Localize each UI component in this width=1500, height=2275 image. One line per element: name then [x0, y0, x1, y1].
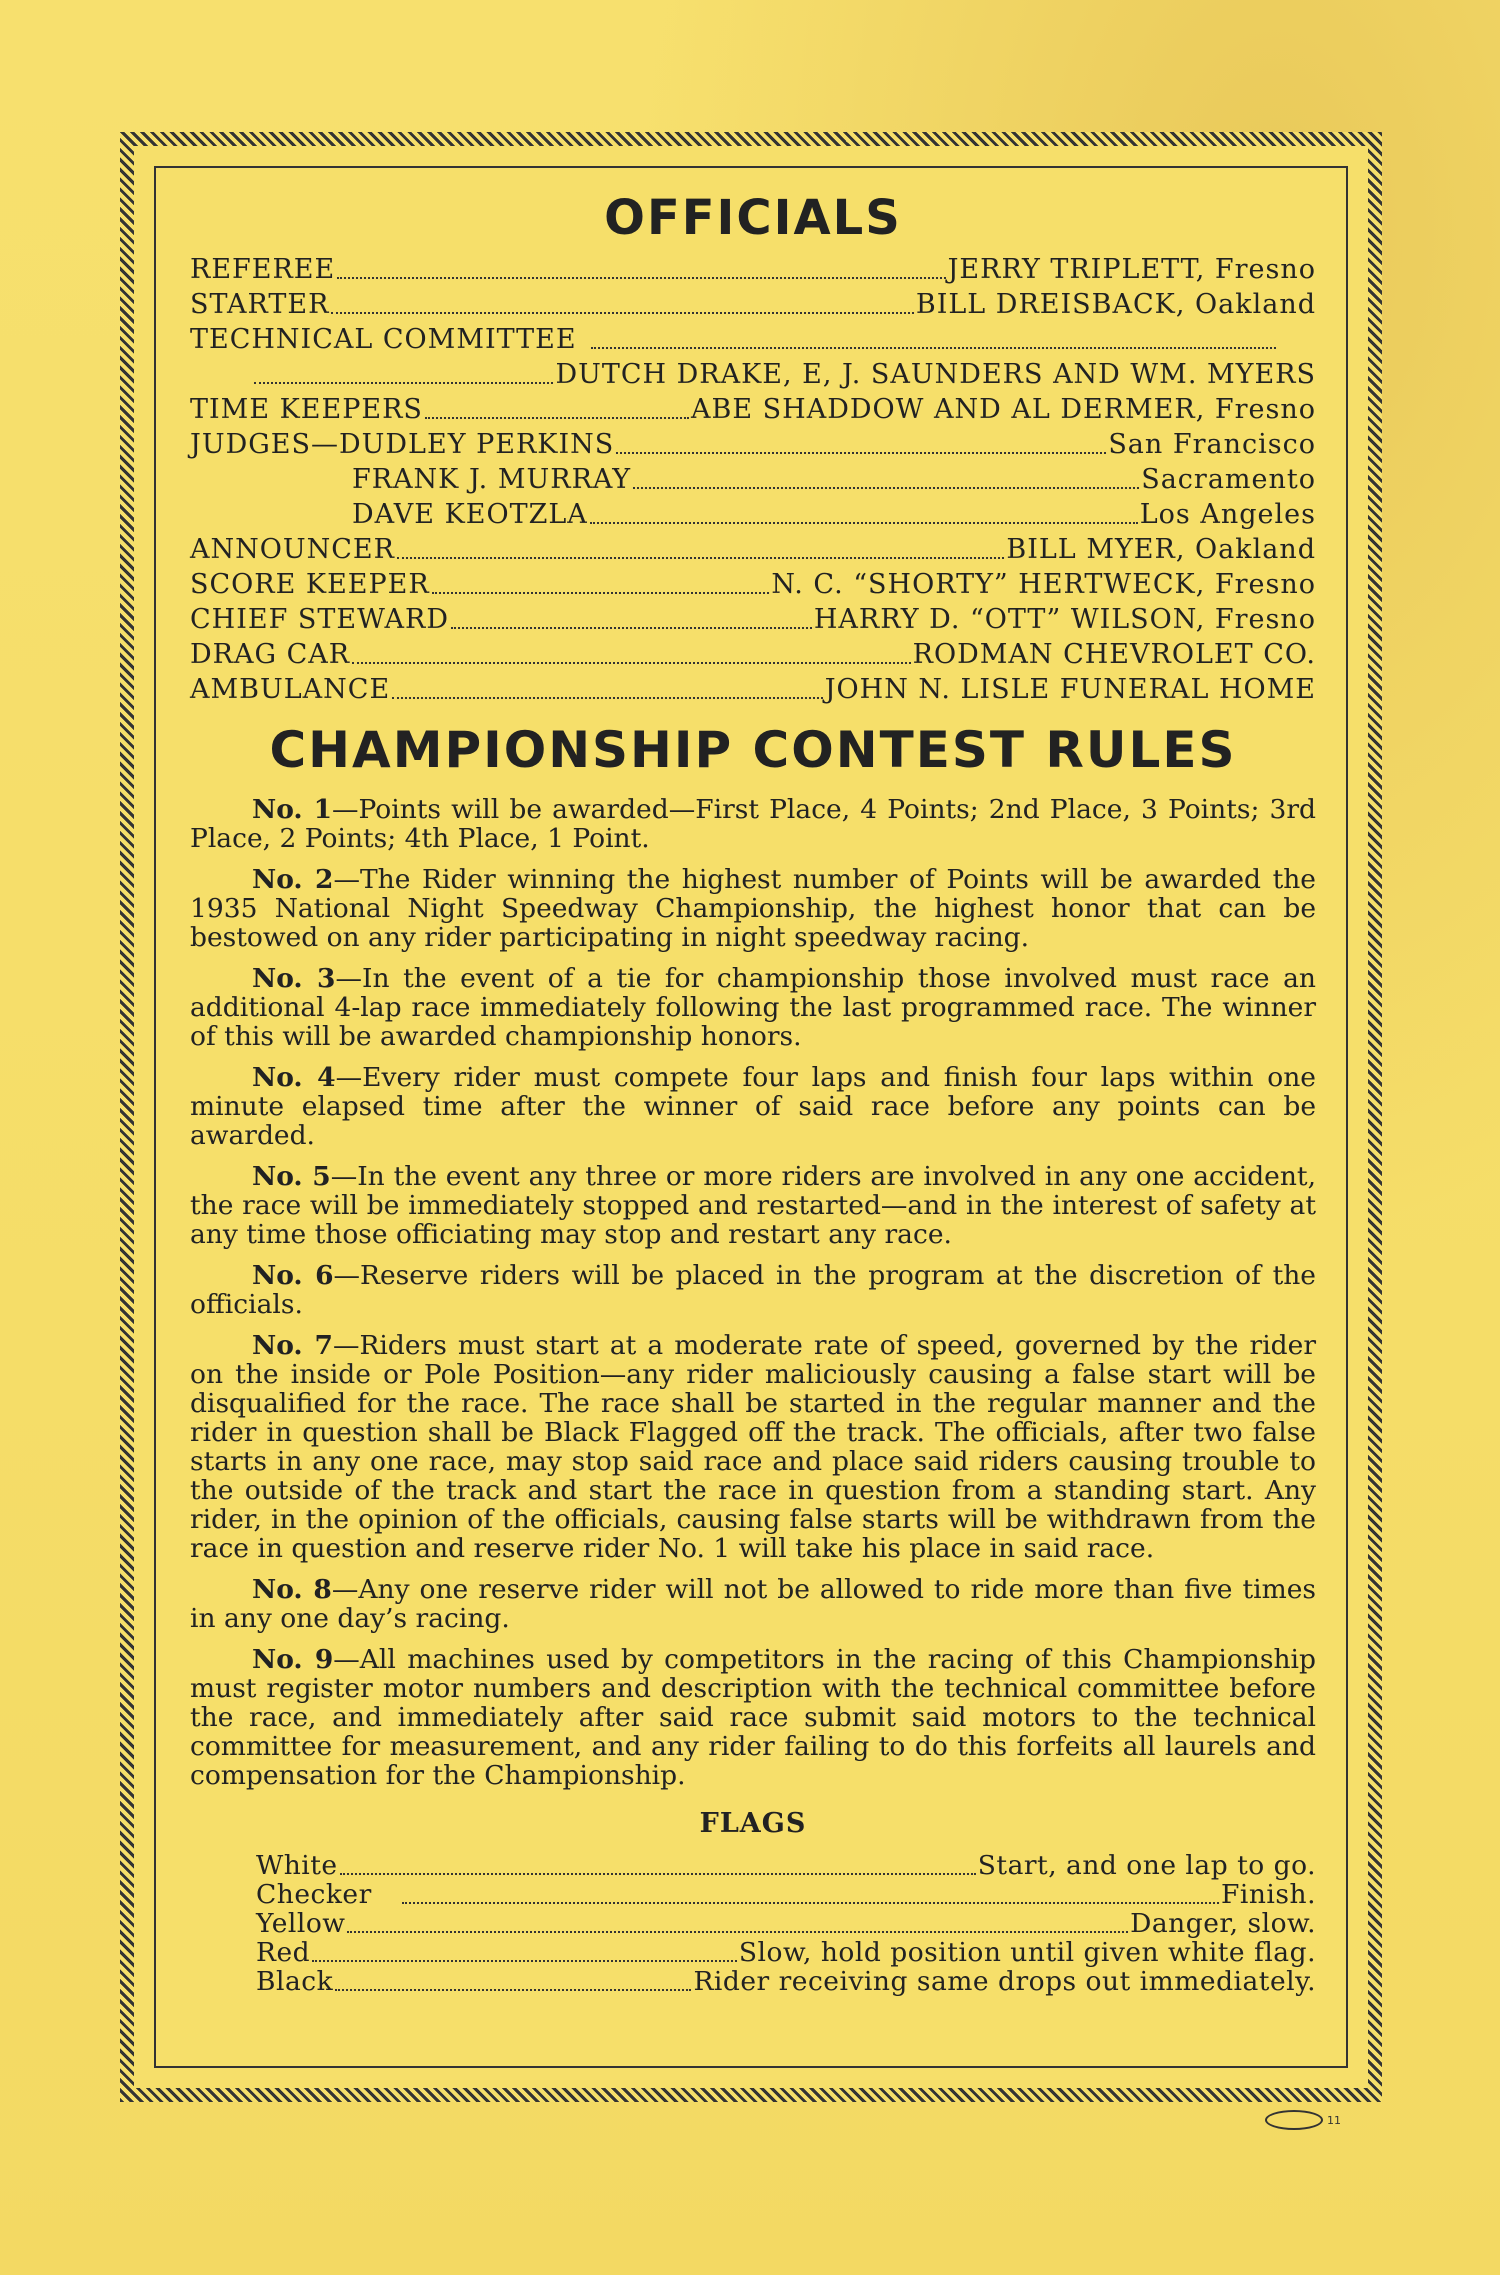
flag-row-black — [256, 1967, 1316, 1996]
flag-color: Black — [256, 1966, 334, 1997]
official-name: San Francisco — [1108, 429, 1316, 460]
flag-meaning: Danger, slow. — [1130, 1908, 1316, 1939]
printer-mark — [1265, 2110, 1341, 2130]
official-name: BILL DREISBACK, Oakland — [915, 289, 1316, 320]
official-row-ambulance — [190, 672, 1316, 707]
rule-item — [190, 795, 1316, 853]
rule-item — [190, 964, 1316, 1051]
dot-leader — [451, 627, 812, 629]
official-role: TECHNICAL COMMITTEE — [190, 324, 577, 355]
rule-text: —The Rider winning the highest number of Points will be awarded the 1935 National Night Speedway Championship, the highest honor that can be bestowed on any rider participating in night speedway racing. — [190, 864, 1316, 953]
flag-meaning: Start, and one lap to go. — [977, 1850, 1316, 1881]
rule-text: —Every rider must compete four laps and finish four laps within one minute elapsed time after the winner of said race before any points can be awarded. — [190, 1062, 1316, 1151]
rule-text: —In the event any three or more riders are involved in any one accident, the race will be immediately stopped and restarted—and in the interest of safety at any time those officiating may stop and restart any race. — [190, 1161, 1316, 1250]
dot-leader — [335, 1989, 691, 1991]
official-row-score-keeper — [190, 567, 1316, 602]
official-name: ABE SHADDOW AND AL DERMER, Fresno — [691, 394, 1316, 425]
dot-leader — [633, 487, 1139, 489]
rule-text: —Reserve riders will be placed in the program at the discretion of the officials. — [190, 1260, 1316, 1320]
flag-meaning: Slow, hold position until given white flag. — [738, 1937, 1316, 1968]
official-row-judges — [190, 427, 1316, 462]
flags-heading: FLAGS — [699, 1808, 807, 1839]
official-role: REFEREE — [190, 254, 336, 285]
dot-leader — [591, 347, 1276, 349]
official-row-starter — [190, 287, 1316, 322]
rule-item — [190, 1063, 1316, 1150]
official-row-drag-car — [190, 637, 1316, 672]
rule-number: No. 5 — [252, 1161, 331, 1192]
rule-number: No. 2 — [252, 864, 334, 895]
dot-leader — [425, 417, 689, 419]
official-role: ANNOUNCER — [190, 534, 395, 565]
page-number: 11 — [1327, 2113, 1341, 2127]
official-name: JERRY TRIPLETT, Fresno — [947, 254, 1316, 285]
rule-number: No. 9 — [252, 1644, 334, 1675]
rule-number: No. 6 — [252, 1260, 334, 1291]
dot-leader — [616, 452, 1106, 454]
official-row-technical-committee — [190, 322, 1316, 357]
flag-color: Red — [256, 1937, 311, 1968]
rule-number: No. 7 — [252, 1330, 333, 1361]
rule-number: No. 4 — [252, 1062, 336, 1093]
official-row-announcer — [190, 532, 1316, 567]
official-role: JUDGES—DUDLEY PERKINS — [190, 429, 615, 460]
dot-leader — [331, 312, 913, 314]
official-row-technical-members — [190, 357, 1316, 392]
flags-list — [190, 1851, 1316, 1996]
flag-row-red — [256, 1938, 1316, 1967]
page-content — [190, 190, 1316, 1996]
rule-item — [190, 1331, 1316, 1563]
rules-list — [190, 795, 1316, 1790]
rule-item — [190, 1162, 1316, 1249]
official-row-referee — [190, 252, 1316, 287]
official-name: DUTCH DRAKE, E, J. SAUNDERS AND WM. MYERS — [555, 359, 1316, 390]
rule-item — [190, 1575, 1316, 1633]
dot-leader — [352, 662, 911, 664]
flag-color: Checker — [256, 1879, 372, 1910]
dot-leader — [312, 1960, 737, 1962]
official-row-judge-murray — [190, 462, 1316, 497]
dot-leader — [347, 1931, 1128, 1933]
officials-heading: OFFICIALS — [604, 190, 902, 246]
dot-leader — [397, 557, 1004, 559]
rule-item — [190, 865, 1316, 952]
rule-item — [190, 1645, 1316, 1790]
official-role: DAVE KEOTZLA — [352, 499, 588, 530]
flag-color: White — [256, 1850, 338, 1881]
official-row-chief-steward — [190, 602, 1316, 637]
official-name: Los Angeles — [1139, 499, 1316, 530]
rule-number: No. 8 — [252, 1574, 332, 1605]
official-role: SCORE KEEPER — [190, 569, 430, 600]
dot-leader — [254, 382, 553, 384]
flag-meaning: Finish. — [1221, 1879, 1316, 1910]
official-name: BILL MYER, Oakland — [1006, 534, 1316, 565]
official-role: TIME KEEPERS — [190, 394, 423, 425]
dot-leader — [392, 697, 823, 699]
dot-leader — [432, 592, 770, 594]
dot-leader — [337, 277, 945, 279]
official-role: DRAG CAR — [190, 639, 351, 670]
official-row-judge-keotzla — [190, 497, 1316, 532]
official-name: HARRY D. “OTT” WILSON, Fresno — [813, 604, 1316, 635]
rule-number: No. 3 — [252, 963, 336, 994]
rules-heading: CHAMPIONSHIP CONTEST RULES — [269, 721, 1237, 779]
flag-row-white — [256, 1851, 1316, 1880]
rule-text: —Any one reserve rider will not be allowed to ride more than five times in any one day’s racing. — [190, 1574, 1316, 1634]
rule-item — [190, 1261, 1316, 1319]
flag-row-checker — [256, 1880, 1316, 1909]
official-role: CHIEF STEWARD — [190, 604, 449, 635]
official-role: FRANK J. MURRAY — [352, 464, 632, 495]
flag-meaning: Rider receiving same drops out immediately. — [693, 1966, 1316, 1997]
official-name: Sacramento — [1141, 464, 1316, 495]
rule-text: —Points will be awarded—First Place, 4 Points; 2nd Place, 3 Points; 3rd Place, 2 Points; 4th Place, 1 Point. — [190, 794, 1317, 854]
official-name: RODMAN CHEVROLET CO. — [912, 639, 1316, 670]
dot-leader — [402, 1902, 1219, 1904]
rule-text: —All machines used by competitors in the racing of this Championship must register motor numbers and description with the technical committee before the race, and immediately after said race submit said motors to the technical committee for measurement, and any rider failing to do this forfeits all laurels and compensation for the Championship. — [190, 1644, 1316, 1791]
flag-row-yellow — [256, 1909, 1316, 1938]
rule-text: —Riders must start at a moderate rate of speed, governed by the rider on the inside or Pole Position—any rider maliciously causing a false start will be disqualified for the race. The race shall be started in the regular manner and the rider in question shall be Black Flagged off the track. The officials, after two false starts in any one race, may stop said race and place said riders causing trouble to the outside of the track and start the race in question from a standing start. Any rider, in the opinion of the officials, causing false starts will be withdrawn from the race in question and reserve rider No. 1 will take his place in said race. — [190, 1330, 1316, 1564]
rule-number: No. 1 — [252, 794, 333, 825]
official-role: AMBULANCE — [190, 674, 391, 705]
official-row-time-keepers — [190, 392, 1316, 427]
official-name: N. C. “SHORTY” HERTWECK, Fresno — [771, 569, 1316, 600]
rule-text: —In the event of a tie for championship those involved must race an additional 4-lap race immediately following the last programmed race. The winner of this will be awarded championship honors. — [190, 963, 1316, 1052]
union-label-icon — [1265, 2110, 1323, 2130]
flag-color: Yellow — [256, 1908, 346, 1939]
dot-leader — [340, 1873, 976, 1875]
official-name: JOHN N. LISLE FUNERAL HOME — [824, 674, 1316, 705]
official-role: STARTER — [190, 289, 330, 320]
dot-leader — [590, 522, 1138, 524]
officials-list — [190, 252, 1316, 707]
